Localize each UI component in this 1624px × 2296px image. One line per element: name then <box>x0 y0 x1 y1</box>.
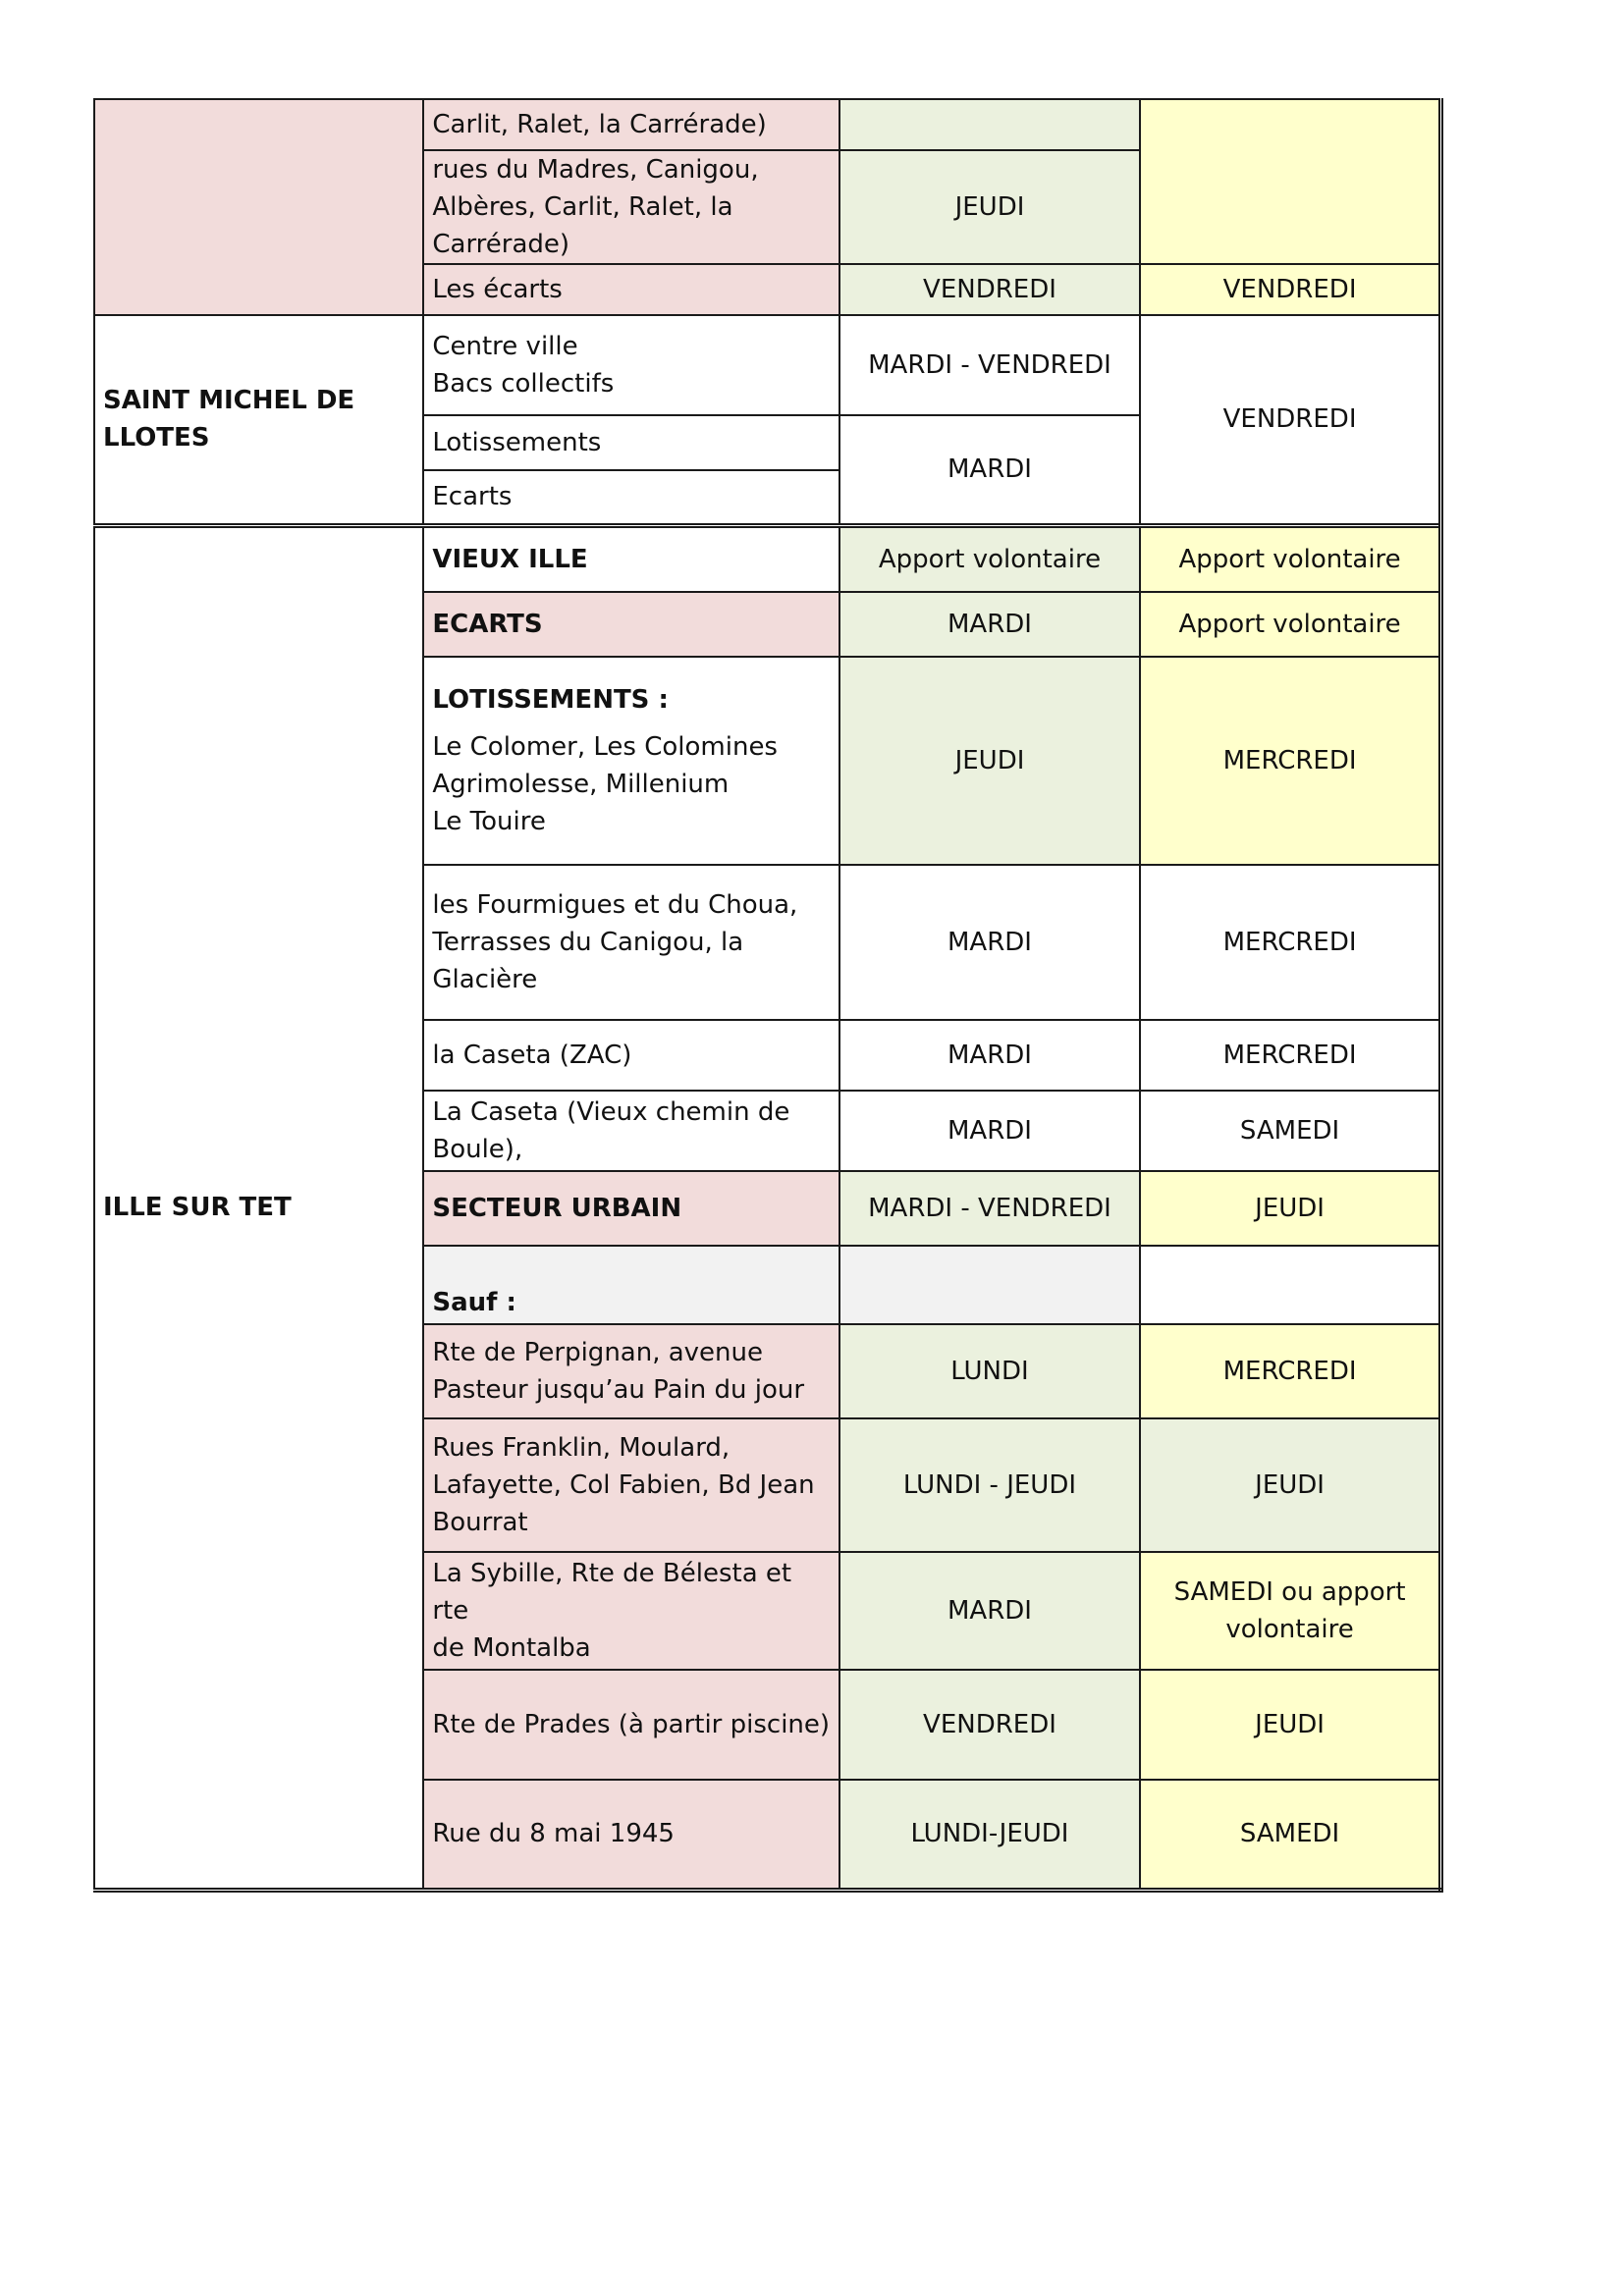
day1-cell: VENDREDI <box>839 1670 1140 1780</box>
sector-cell: SECTEUR URBAIN <box>423 1171 839 1246</box>
sector-cell: Centre ville Bacs collectifs <box>423 315 839 415</box>
day1-cell: JEUDI <box>839 657 1140 865</box>
sector-cell: Les écarts <box>423 264 839 315</box>
table-row <box>94 315 1441 415</box>
day1-cell: MARDI <box>839 415 1140 525</box>
sector-cell: Ecarts <box>423 470 839 525</box>
lotissements-heading: LOTISSEMENTS : <box>432 685 669 715</box>
day2-cell: VENDREDI <box>1140 264 1440 315</box>
day2-cell: SAMEDI ou apport volontaire <box>1140 1552 1440 1670</box>
sector-cell: Rue du 8 mai 1945 <box>423 1780 839 1890</box>
commune-cell <box>94 99 423 315</box>
commune-cell: SAINT MICHEL DE LLOTES <box>94 315 423 525</box>
day1-cell: MARDI - VENDREDI <box>839 1171 1140 1246</box>
sector-cell: Carlit, Ralet, la Carrérade) <box>423 99 839 150</box>
sector-cell: rues du Madres, Canigou, Albères, Carlit, Ralet, la Carrérade) <box>423 150 839 264</box>
day2-cell <box>1140 1246 1440 1324</box>
day1-cell: MARDI <box>839 1091 1140 1171</box>
day1-cell: Apport volontaire <box>839 525 1140 592</box>
day1-cell: JEUDI <box>839 150 1140 264</box>
day2-cell: Apport volontaire <box>1140 525 1440 592</box>
day2-cell: MERCREDI <box>1140 1324 1440 1418</box>
day1-cell <box>839 1246 1140 1324</box>
day2-cell: MERCREDI <box>1140 657 1440 865</box>
sector-cell: Rte de Perpignan, avenue Pasteur jusqu’au Pain du jour <box>423 1324 839 1418</box>
sector-cell: Rues Franklin, Moulard, Lafayette, Col Fabien, Bd Jean Bourrat <box>423 1418 839 1552</box>
day2-cell: MERCREDI <box>1140 865 1440 1020</box>
day1-cell: MARDI <box>839 1552 1140 1670</box>
sector-cell: ECARTS <box>423 592 839 657</box>
day1-cell: LUNDI - JEUDI <box>839 1418 1140 1552</box>
sector-cell: La Sybille, Rte de Bélesta et rte de Montalba <box>423 1552 839 1670</box>
day1-cell: MARDI <box>839 592 1140 657</box>
day1-cell: LUNDI-JEUDI <box>839 1780 1140 1890</box>
sector-cell: Lotissements <box>423 415 839 470</box>
day1-cell: MARDI - VENDREDI <box>839 315 1140 415</box>
day2-cell: JEUDI <box>1140 1670 1440 1780</box>
day1-cell: MARDI <box>839 865 1140 1020</box>
table-row <box>94 99 1441 150</box>
day2-cell: VENDREDI <box>1140 315 1440 525</box>
day2-cell: JEUDI <box>1140 1171 1440 1246</box>
sector-cell: VIEUX ILLE <box>423 525 839 592</box>
day2-cell: Apport volontaire <box>1140 592 1440 657</box>
sector-cell: La Caseta (Vieux chemin de Boule), <box>423 1091 839 1171</box>
sector-cell: les Fourmigues et du Choua, Terrasses du Canigou, la Glacière <box>423 865 839 1020</box>
sector-cell: Rte de Prades (à partir piscine) <box>423 1670 839 1780</box>
sector-cell: la Caseta (ZAC) <box>423 1020 839 1091</box>
day2-cell: MERCREDI <box>1140 1020 1440 1091</box>
day1-cell: MARDI <box>839 1020 1140 1091</box>
collection-schedule-table <box>93 98 1443 1893</box>
lotissements-cell <box>423 657 839 865</box>
day2-cell: SAMEDI <box>1140 1091 1440 1171</box>
day1-cell: LUNDI <box>839 1324 1140 1418</box>
day1-cell: VENDREDI <box>839 264 1140 315</box>
day2-cell: SAMEDI <box>1140 1780 1440 1890</box>
sector-text: Le Colomer, Les Colomines Agrimolesse, Millenium Le Touire <box>432 732 778 836</box>
day1-cell <box>839 99 1140 150</box>
table-row <box>94 525 1441 592</box>
day2-cell: JEUDI <box>1140 1418 1440 1552</box>
day2-cell <box>1140 99 1440 264</box>
sector-cell: Sauf : <box>423 1246 839 1324</box>
commune-cell: ILLE SUR TET <box>94 525 423 1890</box>
